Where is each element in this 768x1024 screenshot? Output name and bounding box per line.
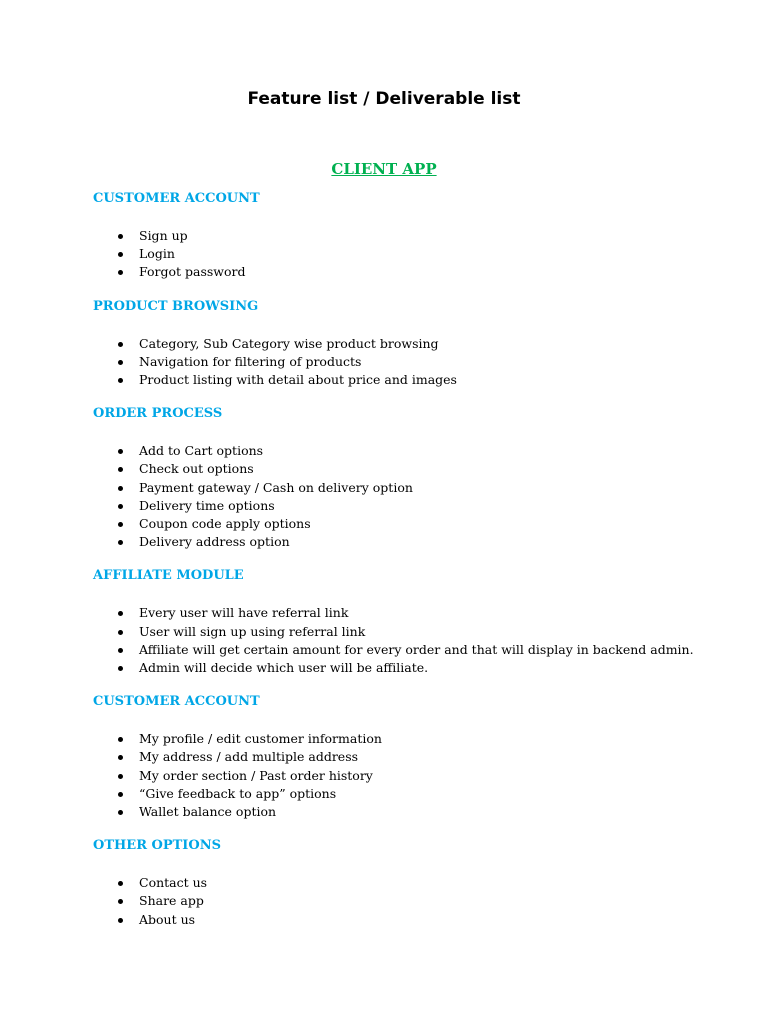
document-body <box>93 190 713 945</box>
list-item <box>93 335 713 353</box>
list-item <box>93 442 713 460</box>
list-item <box>93 767 713 785</box>
bullet-list <box>93 227 713 282</box>
bullet-icon <box>118 360 123 365</box>
bullet-list <box>93 604 713 677</box>
section-heading: CUSTOMER ACCOUNT <box>93 191 260 206</box>
feature-section <box>93 837 713 929</box>
list-item <box>93 874 713 892</box>
bullet-icon <box>118 378 123 383</box>
bullet-icon <box>118 522 123 527</box>
list-item-text: Delivery address option <box>139 534 290 550</box>
bullet-icon <box>118 611 123 616</box>
list-item-text: User will sign up using referral link <box>139 623 366 639</box>
list-item-text: About us <box>139 911 196 927</box>
bullet-icon <box>118 449 123 454</box>
list-item <box>93 659 713 677</box>
feature-section <box>93 298 713 390</box>
list-item-text: Forgot password <box>139 264 246 280</box>
list-item-text: Coupon code apply options <box>139 516 311 532</box>
bullet-icon <box>118 755 123 760</box>
list-item-text: Admin will decide which user will be affiliate. <box>139 660 429 676</box>
bullet-icon <box>118 252 123 257</box>
list-item <box>93 263 713 281</box>
list-item-text: Contact us <box>139 875 208 891</box>
list-item-text: Affiliate will get certain amount for every order and that will display in backend admin. <box>139 641 694 657</box>
section-heading: ORDER PROCESS <box>93 406 223 422</box>
list-item-text: Wallet balance option <box>139 804 277 820</box>
list-item <box>93 911 713 929</box>
bullet-icon <box>118 486 123 491</box>
feature-section <box>93 567 713 677</box>
list-item-text: Navigation for filtering of products <box>139 353 362 369</box>
list-item <box>93 604 713 622</box>
list-item-text: “Give feedback to app” options <box>139 785 337 801</box>
list-item <box>93 533 713 551</box>
client-app-heading: CLIENT APP <box>331 160 437 178</box>
bullet-icon <box>118 504 123 509</box>
list-item <box>93 245 713 263</box>
list-item <box>93 623 713 641</box>
bullet-icon <box>118 342 123 347</box>
bullet-icon <box>118 630 123 635</box>
list-item <box>93 479 713 497</box>
bullet-icon <box>118 270 123 275</box>
bullet-icon <box>118 774 123 779</box>
list-item <box>93 785 713 803</box>
list-item-text: Sign up <box>139 228 188 243</box>
list-item <box>93 730 713 748</box>
list-item-text: Check out options <box>139 461 254 477</box>
list-item-text: Login <box>139 246 175 262</box>
document-title: Feature list / Deliverable list <box>247 89 521 109</box>
bullet-icon <box>118 666 123 671</box>
list-item-text: My address / add multiple address <box>139 749 359 765</box>
list-item-text: Payment gateway / Cash on delivery option <box>139 479 413 495</box>
list-item <box>93 803 713 821</box>
list-item <box>93 460 713 478</box>
bullet-icon <box>118 810 123 815</box>
feature-section <box>93 693 713 821</box>
feature-section <box>93 405 713 551</box>
section-heading: CUSTOMER ACCOUNT <box>93 694 260 710</box>
section-heading: PRODUCT BROWSING <box>93 298 259 314</box>
list-item-text: Share app <box>139 893 204 909</box>
list-item <box>93 227 713 245</box>
bullet-list <box>93 874 713 929</box>
list-item <box>93 515 713 533</box>
bullet-list <box>93 442 713 551</box>
bullet-icon <box>118 792 123 797</box>
bullet-icon <box>118 918 123 923</box>
list-item <box>93 641 713 659</box>
list-item-text: Every user will have referral link <box>139 605 349 621</box>
list-item <box>93 748 713 766</box>
bullet-icon <box>118 737 123 742</box>
bullet-icon <box>118 540 123 545</box>
bullet-icon <box>118 899 123 904</box>
section-heading: AFFILIATE MODULE <box>93 568 244 584</box>
list-item <box>93 371 713 389</box>
bullet-icon <box>118 881 123 886</box>
list-item <box>93 353 713 371</box>
bullet-list <box>93 335 713 390</box>
list-item <box>93 892 713 910</box>
list-item-text: Product listing with detail about price and images <box>139 372 457 388</box>
list-item-text: My profile / edit customer information <box>139 731 382 747</box>
list-item-text: Add to Cart options <box>139 443 264 459</box>
list-item-text: Delivery time options <box>139 497 275 513</box>
bullet-icon <box>118 648 123 653</box>
bullet-list <box>93 730 713 821</box>
list-item <box>93 497 713 515</box>
list-item-text: Category, Sub Category wise product browsing <box>139 335 439 351</box>
list-item-text: My order section / Past order history <box>139 767 373 783</box>
bullet-icon <box>118 467 123 472</box>
feature-section <box>93 190 713 282</box>
bullet-icon <box>118 234 123 239</box>
section-heading: OTHER OPTIONS <box>93 838 221 854</box>
